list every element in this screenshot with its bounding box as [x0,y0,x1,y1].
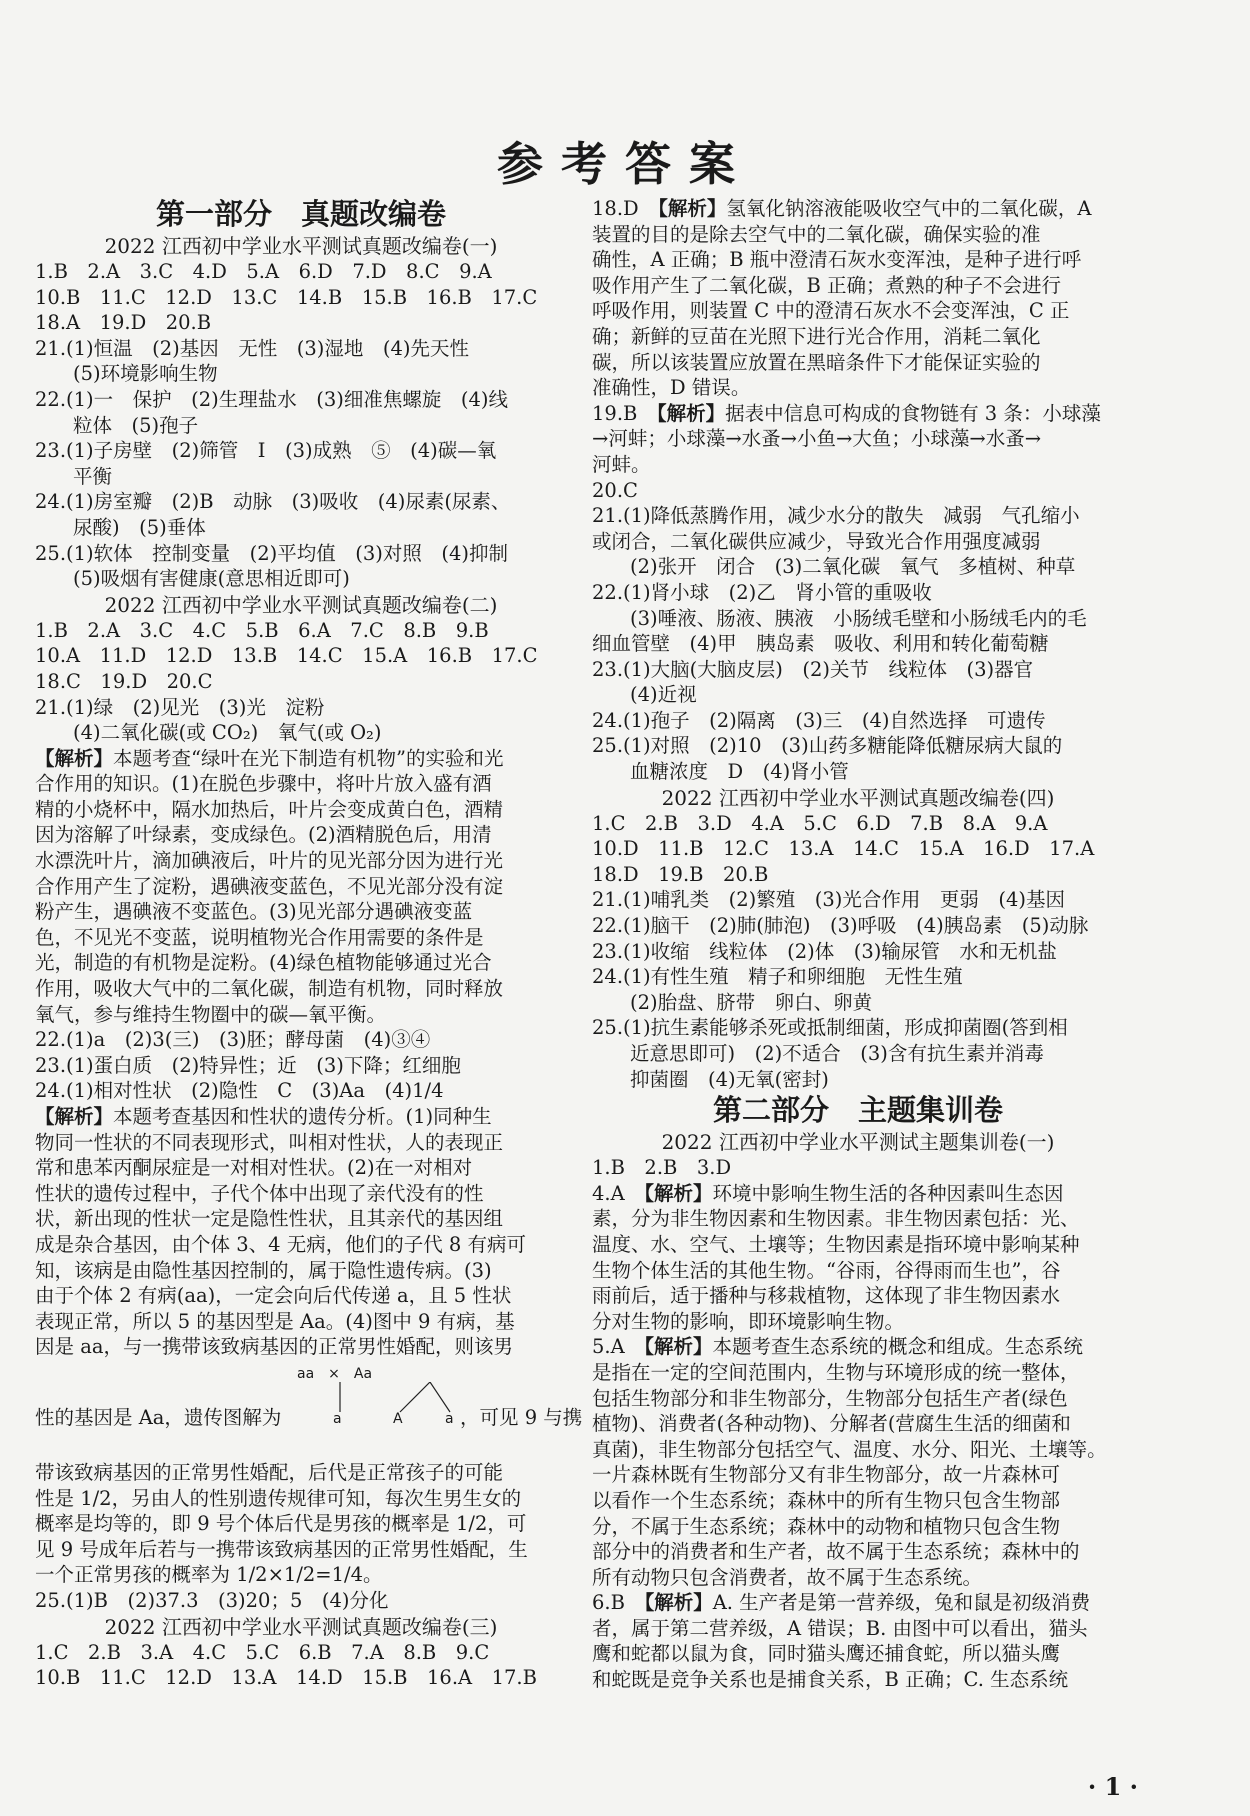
answer-line: 一片森林既有生物部分又有非生物部分，故一片森林可 [592,1463,1061,1487]
answer-line: 24.(1)有性生殖 精子和卵细胞 无性生殖 [592,965,963,989]
answer-line: (4)近视 [630,683,697,707]
answer-line: 由于个体 2 有病(aa)，一定会向后代传递 a，且 5 性状 [35,1284,512,1308]
answer-line: 见 9 号成年后若与一携带该致病基因的正常男性婚配，生 [35,1537,528,1561]
part2-title: 第二部分 主题集训卷 [712,1093,1003,1128]
question-number: 18.D [592,197,659,220]
answer-line: 性是 1/2，另由人的性别遗传规律可知，每次生男生女的 [35,1486,522,1510]
answer-line [592,401,1124,427]
answer-line: 粉产生，遇碘液不变蓝色。(3)见光部分遇碘液变蓝 [35,900,473,924]
analysis-text: 本题考查“绿叶在光下制造有机物”的实验和光 [113,746,504,770]
answer-line: 1.C 2.B 3.A 4.C 5.C 6.B 7.A 8.B 9.C [35,1640,490,1664]
answer-line: 确；新鲜的豆苗在光照下进行光合作用，消耗二氧化 [592,324,1041,348]
answer-line: 25.(1)对照 (2)10 (3)山药多糖能降低糖尿病大鼠的 [592,734,1063,758]
answer-line: 21.(1)哺乳类 (2)繁殖 (3)光合作用 更弱 (4)基因 [592,888,1065,912]
answer-line: 25.(1)B (2)37.3 (3)20；5 (4)分化 [35,1588,389,1612]
answer-line: 因为溶解了叶绿素，变成绿色。(2)酒精脱色后，用清 [35,823,492,847]
answer-line: 18.D 19.B 20.B [592,862,769,886]
answer-line: 22.(1)脑干 (2)肺(肺泡) (3)呼吸 (4)胰岛素 (5)动脉 [592,914,1089,938]
analysis-keyword: 【解析】 [35,746,114,770]
analysis-text: A. 生产者是第一营养级，兔和鼠是初级消费 [712,1591,1091,1615]
gamete-a: a [333,1410,342,1427]
answer-line: 作用，吸收大气中的二氧化碳，制造有机物，同时释放 [35,977,504,1001]
answer-line: 1.B 2.A 3.C 4.D 5.A 6.D 7.D 8.C 9.A [35,260,492,283]
answer-line: 近意思即可) (2)不适合 (3)含有抗生素并消毒 [630,1042,1044,1065]
answer-line: 河蚌。 [592,452,651,476]
exam4-title: 2022 江西初中学业水平测试真题改编卷(四) [661,785,1055,810]
answer-line [592,1181,1124,1207]
answer-line: 23.(1)收缩 线粒体 (2)体 (3)输尿管 水和无机盐 [592,939,1057,963]
answer-line: 状，新出现的性状一定是隐性性状，且其亲代的基因组 [35,1207,504,1231]
analysis-keyword: 【解析】 [644,1181,713,1205]
exam4-answers [592,811,1124,1093]
question-number: 5.A [592,1335,645,1359]
answer-line: 24.(1)相对性状 (2)隐性 C (3)Aa (4)1/4 [35,1079,444,1103]
answer-line: 20.C [592,478,638,502]
answer-line: 表现正常，所以 5 的基因型是 Aa。(4)图中 9 有病，基 [35,1309,515,1333]
answer-line: 生物个体生活的其他生物。“谷雨，谷得雨而生也”，谷 [592,1258,1061,1282]
answer-line: 24.(1)房室瓣 (2)B 动脉 (3)吸收 (4)尿素(尿素、 [35,490,511,514]
answer-line: 水漂洗叶片，滴加碘液后，叶片的见光部分因为进行光 [35,849,504,873]
left-column [35,196,583,1691]
answer-line: 22.(1)一 保护 (2)生理盐水 (3)细准焦螺旋 (4)线 [35,387,508,411]
answer-line: 呼吸作用，则装置 C 中的澄清石灰水不会变浑浊，C 正 [592,299,1070,323]
answer-line: 是指在一定的空间范围内，生物与环境形成的统一整体， [592,1360,1080,1384]
answer-line: 物同一性状的不同表现形式，叫相对性状，人的表现正 [35,1130,504,1154]
answer-line: 温度、水、空气、土壤等；生物因素是指环境中影响某种 [592,1232,1080,1256]
exam3-title: 2022 江西初中学业水平测试真题改编卷(三) [104,1614,498,1639]
answer-line: 18.C 19.D 20.C [35,669,213,693]
diagram-parents: aa × Aa [297,1365,373,1382]
answer-line: 10.D 11.B 12.C 13.A 14.C 15.A 16.D 17.A [592,837,1095,861]
answer-line: 植物)、消费者(各种动物)、分解者(营腐生生活的细菌和 [592,1412,1071,1436]
answer-line: 10.B 11.C 12.D 13.C 14.B 15.B 16.B 17.C [35,285,538,309]
answer-line: 血糖浓度 D (4)肾小管 [630,760,849,784]
answer-line [592,196,1124,222]
answer-line: 装置的目的是除去空气中的二氧化碳，确保实验的准 [592,222,1041,246]
topic1-title: 2022 江西初中学业水平测试主题集训卷(一) [661,1130,1055,1155]
answer-line [592,1334,1124,1360]
answer-line: 合作用产生了淀粉，遇碘液变蓝色，不见光部分没有淀 [35,874,504,898]
answer-line: 一个正常男孩的概率为 1/2×1/2=1/4。 [35,1563,383,1587]
analysis-text: 本题考查生态系统的概念和组成。生态系统 [712,1335,1083,1359]
answer-line: 25.(1)抗生素能够杀死或抵制细菌，形成抑菌圈(答到相 [592,1016,1068,1040]
answer-line: 知，该病是由隐性基因控制的，属于隐性遗传病。(3) [35,1258,492,1282]
answer-line: 或闭合，二氧化碳供应减少，导致光合作用强度减弱 [592,529,1041,553]
answer-line: 带该致病基因的正常男性婚配，后代是正常孩子的可能 [35,1460,504,1484]
question-number: 4.A [592,1181,645,1205]
answer-line: (5)吸烟有害健康(意思相近即可) [73,567,350,591]
answer-line: (5)环境影响生物 [73,362,218,386]
answer-line: 抑菌圈 (4)无氧(密封) [630,1067,829,1091]
answer-line: 吸作用产生了二氧化碳，B 正确；煮熟的种子不会进行 [592,273,1062,297]
analysis-keyword: 【解析】 [658,197,727,220]
diagram-text-after: ，可见 9 与携 [460,1405,583,1429]
exam1-title: 2022 江西初中学业水平测试真题改编卷(一) [104,234,498,258]
exam2-title: 2022 江西初中学业水平测试真题改编卷(二) [104,592,498,617]
genetic-diagram [35,1360,583,1460]
answer-line [592,1590,1124,1616]
answer-line: 21.(1)降低蒸腾作用，减少水分的散失 减弱 气孔缩小 [592,504,1080,528]
diagram-text-before: 性的基因是 Aa，遗传图解为 [35,1405,282,1429]
answer-line: 成是杂合基因，由个体 3、4 无病，他们的子代 8 有病可 [35,1232,527,1256]
gamete-a2: a [445,1410,454,1427]
answer-line: (3)唾液、肠液、胰液 小肠绒毛壁和小肠绒毛内的毛 [630,606,1087,630]
answer-line: 10.A 11.D 12.D 13.B 14.C 15.A 16.B 17.C [35,644,538,668]
answer-line: 1.B 2.A 3.C 4.C 5.B 6.A 7.C 8.B 9.B [35,618,489,642]
answer-line: (2)胎盘、脐带 卵白、卵黄 [630,990,873,1014]
answer-line: 部分中的消费者和生产者，故不属于生态系统；森林中的 [592,1540,1080,1564]
answer-line: 所有动物只包含消费者，故不属于生态系统。 [592,1565,983,1589]
answer-line: 以看作一个生态系统；森林中的所有生物只包含生物部 [592,1488,1061,1512]
answer-line: (2)张开 闭合 (3)二氧化碳 氧气 多植树、种草 [630,555,1076,579]
answer-line: 真菌)，非生物部分包括空气、温度、水分、阳光、土壤等。 [592,1437,1107,1461]
answer-line: 25.(1)软体 控制变量 (2)平均值 (3)对照 (4)抑制 [35,541,508,565]
answer-line [35,1104,567,1130]
answer-line: 23.(1)子房壁 (2)筛管 Ⅰ (3)成熟 ⑤ (4)碳—氧 [35,439,497,463]
exam2-answers [35,618,583,1614]
answer-line: 合作用的知识。(1)在脱色步骤中，将叶片放入盛有酒 [35,772,492,796]
answer-line: (4)二氧化碳(或 CO₂) 氧气(或 O₂) [73,721,382,745]
page-number: · 1 · [1087,1772,1138,1801]
answer-line: 1.B 2.B 3.D [592,1156,732,1180]
answer-line: 18.A 19.D 20.B [35,311,212,335]
right-column [592,196,1124,1693]
part1-title: 第一部分 真题改编卷 [155,197,446,231]
answer-line: 24.(1)孢子 (2)隔离 (3)三 (4)自然选择 可遗传 [592,708,1046,732]
question-number: 19.B [592,401,657,425]
answer-line [35,746,567,772]
answer-line: 光，制造的有机物是淀粉。(4)绿色植物能够通过光合 [35,951,492,975]
answer-line: 21.(1)绿 (2)见光 (3)光 淀粉 [35,695,325,719]
answer-line: 鹰和蛇都以鼠为食，同时猫头鹰还捕食蛇，所以猫头鹰 [592,1642,1061,1666]
answer-line: 碳，所以该装置应放置在黑暗条件下才能保证实验的 [592,350,1041,374]
answer-line: 包括生物部分和非生物部分，生物部分包括生产者(绿色 [592,1386,1068,1410]
answer-line: 分，不属于生态系统；森林中的动物和植物只包含生物 [592,1514,1061,1538]
answer-line: 素，分为非生物因素和生物因素。非生物因素包括：光、 [592,1207,1080,1231]
answer-line: 分对生物的影响，即环境影响生物。 [592,1309,905,1333]
answer-line: 细血管壁 (4)甲 胰岛素 吸收、利用和转化葡萄糖 [592,632,1049,656]
analysis-keyword: 【解析】 [644,1335,713,1359]
answer-line: 粒体 (5)孢子 [73,413,199,437]
answer-line: 性状的遗传过程中，子代个体中出现了亲代没有的性 [35,1181,484,1205]
topic1-answers [592,1155,1124,1692]
answer-line: 平衡 [73,464,113,488]
analysis-text: 氢氧化钠溶液能吸收空气中的二氧化碳，A [726,197,1092,220]
question-number: 6.B [592,1591,645,1615]
answer-line: 22.(1)肾小球 (2)乙 肾小管的重吸收 [592,580,932,604]
analysis-text: 本题考查基因和性状的遗传分析。(1)同种生 [113,1105,492,1128]
answer-line: 和蛇既是竞争关系也是捕食关系，B 正确；C. 生态系统 [592,1668,1069,1692]
answer-line: 确性，A 正确；B 瓶中澄清石灰水变浑浊，是种子进行呼 [592,248,1082,272]
answer-line: 准确性，D 错误。 [592,376,751,400]
answer-line: 氧气，参与维持生物圈中的碳—氧平衡。 [35,1002,387,1026]
analysis-keyword: 【解析】 [35,1105,114,1128]
answer-line: 21.(1)恒温 (2)基因 无性 (3)湿地 (4)先天性 [35,336,469,360]
answer-line: 色，不见光不变蓝，说明植物光合作用需要的条件是 [35,925,484,949]
analysis-keyword: 【解析】 [644,1591,713,1615]
gamete-A: A [393,1410,403,1427]
answer-line: 1.C 2.B 3.D 4.A 5.C 6.D 7.B 8.A 9.A [592,811,1048,835]
answer-line: 10.B 11.C 12.D 13.A 14.D 15.B 16.A 17.B [35,1666,537,1690]
page-title: 参考答案 [497,137,753,191]
answer-line: 23.(1)大脑(大脑皮层) (2)关节 线粒体 (3)器官 [592,657,1034,681]
analysis-keyword: 【解析】 [656,401,726,425]
answer-line: →河蚌；小球藻→水蚤→小鱼→大鱼；小球藻→水蚤→ [592,427,1042,451]
answer-line: 雨前后，适于播种与移栽植物，这体现了非生物因素水 [592,1284,1061,1308]
exam3-answers [35,1640,567,1691]
answer-line: 尿酸) (5)垂体 [73,515,206,539]
answer-line: 因是 aa，与一携带该致病基因的正常男性婚配，则该男 [35,1335,513,1359]
exam1-answers [35,259,567,592]
answer-line: 精的小烧杯中，隔水加热后，叶片会变成黄白色，酒精 [35,797,504,821]
answer-line: 者，属于第二营养级，A 错误；B. 由图中可以看出，猫头 [592,1616,1088,1640]
answer-line: 23.(1)蛋白质 (2)特异性；近 (3)下降；红细胞 [35,1053,461,1077]
analysis-text: 环境中影响生物生活的各种因素叫生态因 [712,1181,1064,1205]
answer-line: 概率是均等的，即 9 号个体后代是男孩的概率是 1/2，可 [35,1512,527,1536]
answer-line: 22.(1)a (2)3(三) (3)胚；酵母菌 (4)③④ [35,1028,431,1052]
answer-line: 常和患苯丙酮尿症是一对相对性状。(2)在一对相对 [35,1156,473,1180]
analysis-text: 据表中信息可构成的食物链有 3 条：小球藻 [725,401,1101,425]
